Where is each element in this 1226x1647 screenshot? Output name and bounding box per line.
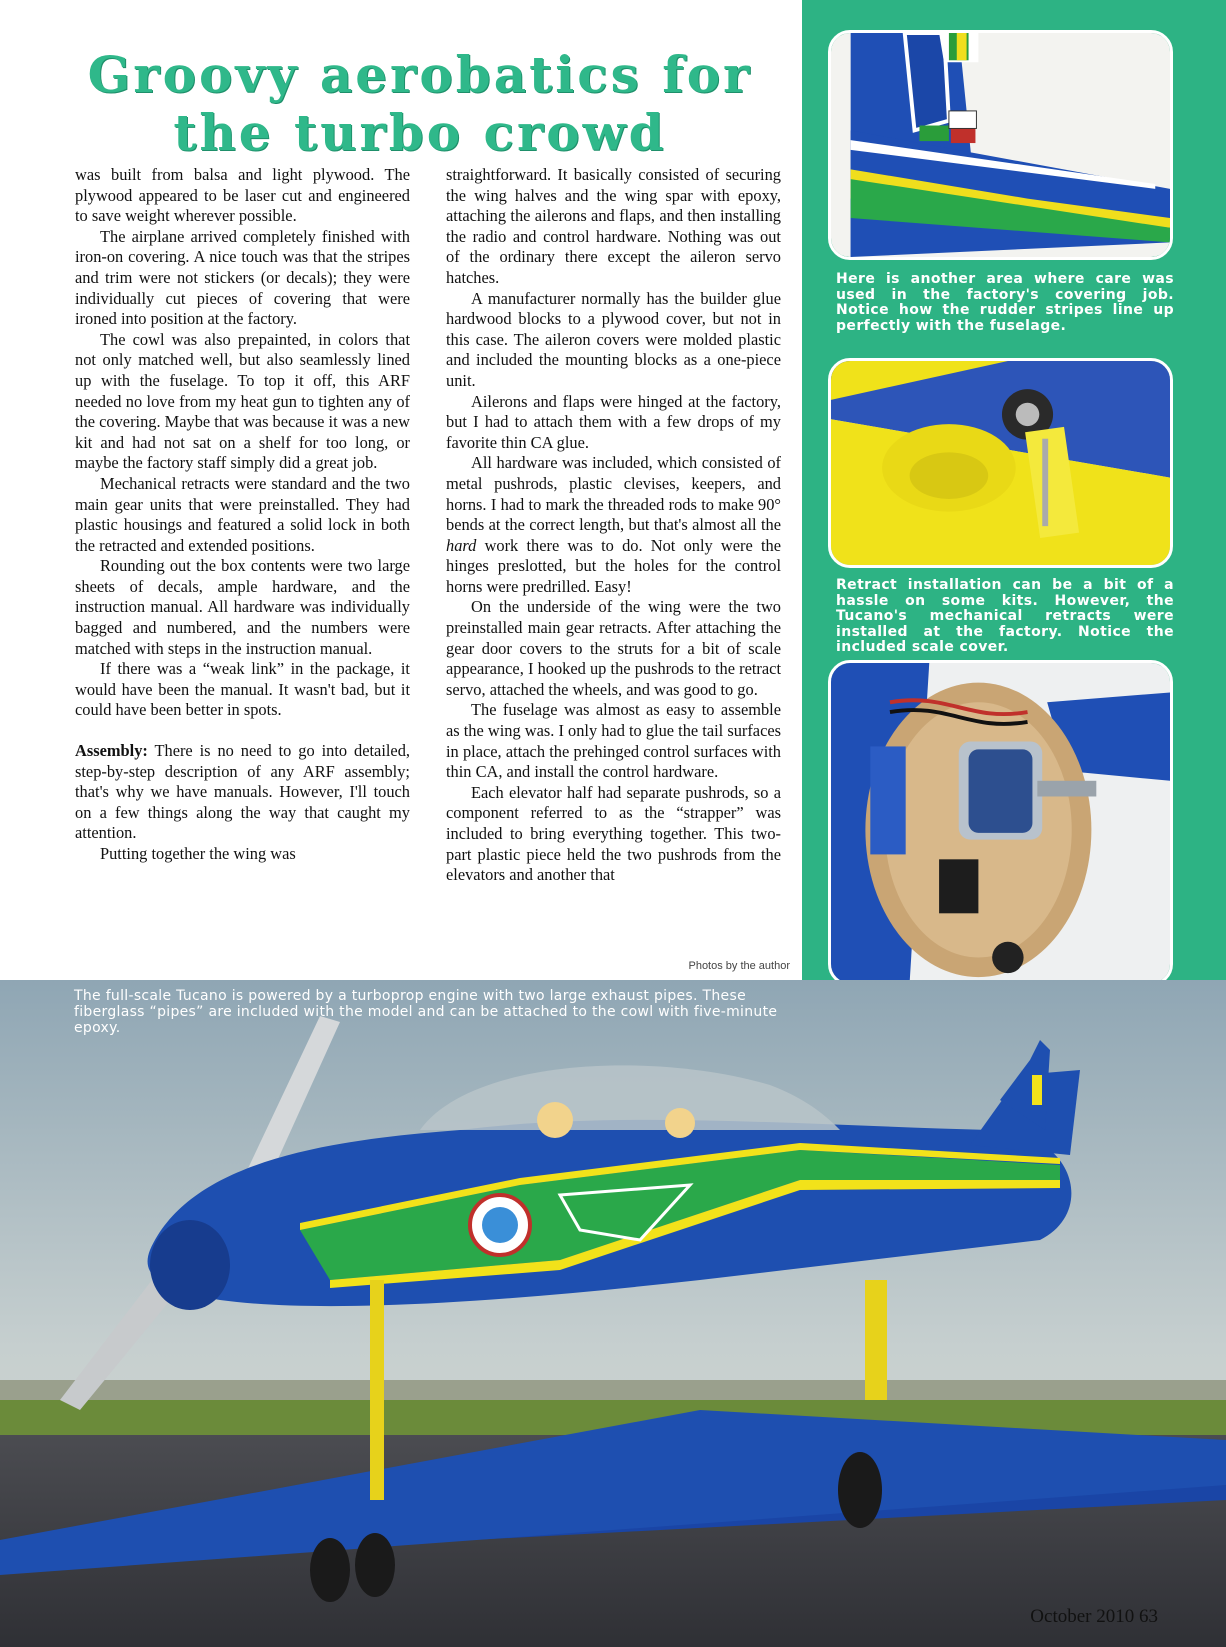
- paragraph-text: work there was to do. Not only were the hinges preslotted, but the holes for the control horns were predrilled. Easy!: [446, 535, 781, 596]
- tucano-hero-photo: [0, 980, 1226, 1647]
- paragraph-text: All hardware was included, which consisted of metal pushrods, plastic clevises, keepers, and horns. I had to mark the threaded rods to make 90° bends at the correct length, but that's almost all the: [446, 453, 781, 535]
- paragraph: straightforward. It basically consisted of securing the wing halves and the wing spar with epoxy, attaching the ailerons and flaps, and then installing the radio and control hardware. Nothing was out of the ordinary there except the aileron servo hatches.: [446, 165, 781, 287]
- paragraph: [446, 453, 781, 597]
- paragraph: Each elevator half had separate pushrods, so a component referred to as the “strapper” was included to bring everything together. This two-part plastic piece held the two pushrods from the elevators and another that: [446, 782, 781, 885]
- paragraph: Rounding out the box contents were two large sheets of decals, ample hardware, and the instruction manual. All hardware was individually bagged and numbered, and the numbers were matched with steps in the instruction manual.: [75, 556, 410, 658]
- page-folio: October 2010 63: [1030, 1606, 1158, 1627]
- paragraph: The fuselage was almost as easy to assemble as the wing was. I only had to glue the tail surfaces in place, attach the prehinged control surfaces with thin CA, and install the control hardware.: [446, 700, 782, 782]
- paragraph: Ailerons and flaps were hinged at the factory, but I had to attach them with a few drops of my favorite thin CA glue.: [446, 391, 781, 452]
- photo-credit: Photos by the author: [688, 960, 790, 972]
- paragraph: The airplane arrived completely finished with iron-on covering. A nice touch was that the stripes and trim were not stickers (or decals); they were individually cut pieces of covering that were ironed into position at the factory.: [75, 226, 410, 329]
- body-column-right: [446, 165, 781, 886]
- paragraph: Mechanical retracts were standard and the two main gear units that were preinstalled. They had plastic housings and featured a solid lock in both the retracted and extended positions.: [75, 473, 410, 555]
- paragraph: On the underside of the wing were the two preinstalled main gear retracts. After attaching the gear door covers to the struts for a bit of scale appearance, I hooked up the pushrods to the retract servo, attached the wheels, and was good to go.: [446, 597, 781, 699]
- emphasis-text: hard: [446, 535, 477, 555]
- tail-photo: [828, 30, 1173, 260]
- retract-photo-caption: Retract installation can be a bit of a hassle on some kits. However, the Tucano's mechanical retracts were installed at the factory. Notice the included scale cover.: [836, 577, 1174, 656]
- paragraph: was built from balsa and light plywood. The plywood appeared to be laser cut and engineered to save weight wherever possible.: [75, 165, 410, 226]
- tail-photo-caption: Here is another area where care was used in the factory's covering job. Notice how the rudder stripes line up perfectly with the fuselage.: [836, 271, 1174, 334]
- article-title: [60, 46, 780, 162]
- title-line-2: the turbo crowd: [173, 103, 667, 162]
- retract-photo: [828, 358, 1173, 568]
- paragraph-text: There is no need to go into detailed, step-by-step description of any ARF assembly; that's why we have manuals. However, I'll touch on a few things along the way that caught my attention.: [75, 741, 410, 843]
- paragraph: The cowl was also prepainted, in colors that not only matched well, but also seamlessly lined up with the fuselage. To top it off, this ARF needed no love from my heat gun to tighten any of the covering. Maybe that was because it was a new kit and had not sat on a shelf for too long, or maybe the factory staff simply did a great job.: [75, 329, 410, 473]
- title-line-1: Groovy aerobatics for: [87, 45, 753, 104]
- body-column-left: [75, 165, 410, 865]
- assembly-paragraph: [75, 741, 410, 844]
- paragraph: Putting together the wing was: [100, 844, 296, 863]
- paragraph: If there was a “weak link” in the package, it would have been the manual. It wasn't bad, but it could have been better in spots.: [75, 659, 410, 720]
- hero-photo-caption: The full-scale Tucano is powered by a turboprop engine with two large exhaust pipes. These fiberglass “pipes” are included with the model and can be attached to the cowl with five-minute epoxy.: [74, 988, 778, 1036]
- motor-photo: [828, 660, 1173, 986]
- section-heading-assembly: Assembly:: [75, 741, 148, 761]
- paragraph: A manufacturer normally has the builder glue hardwood blocks to a plywood cover, but not in this case. The aileron covers were molded plastic and included the mounting blocks as a one-piece unit.: [446, 288, 781, 390]
